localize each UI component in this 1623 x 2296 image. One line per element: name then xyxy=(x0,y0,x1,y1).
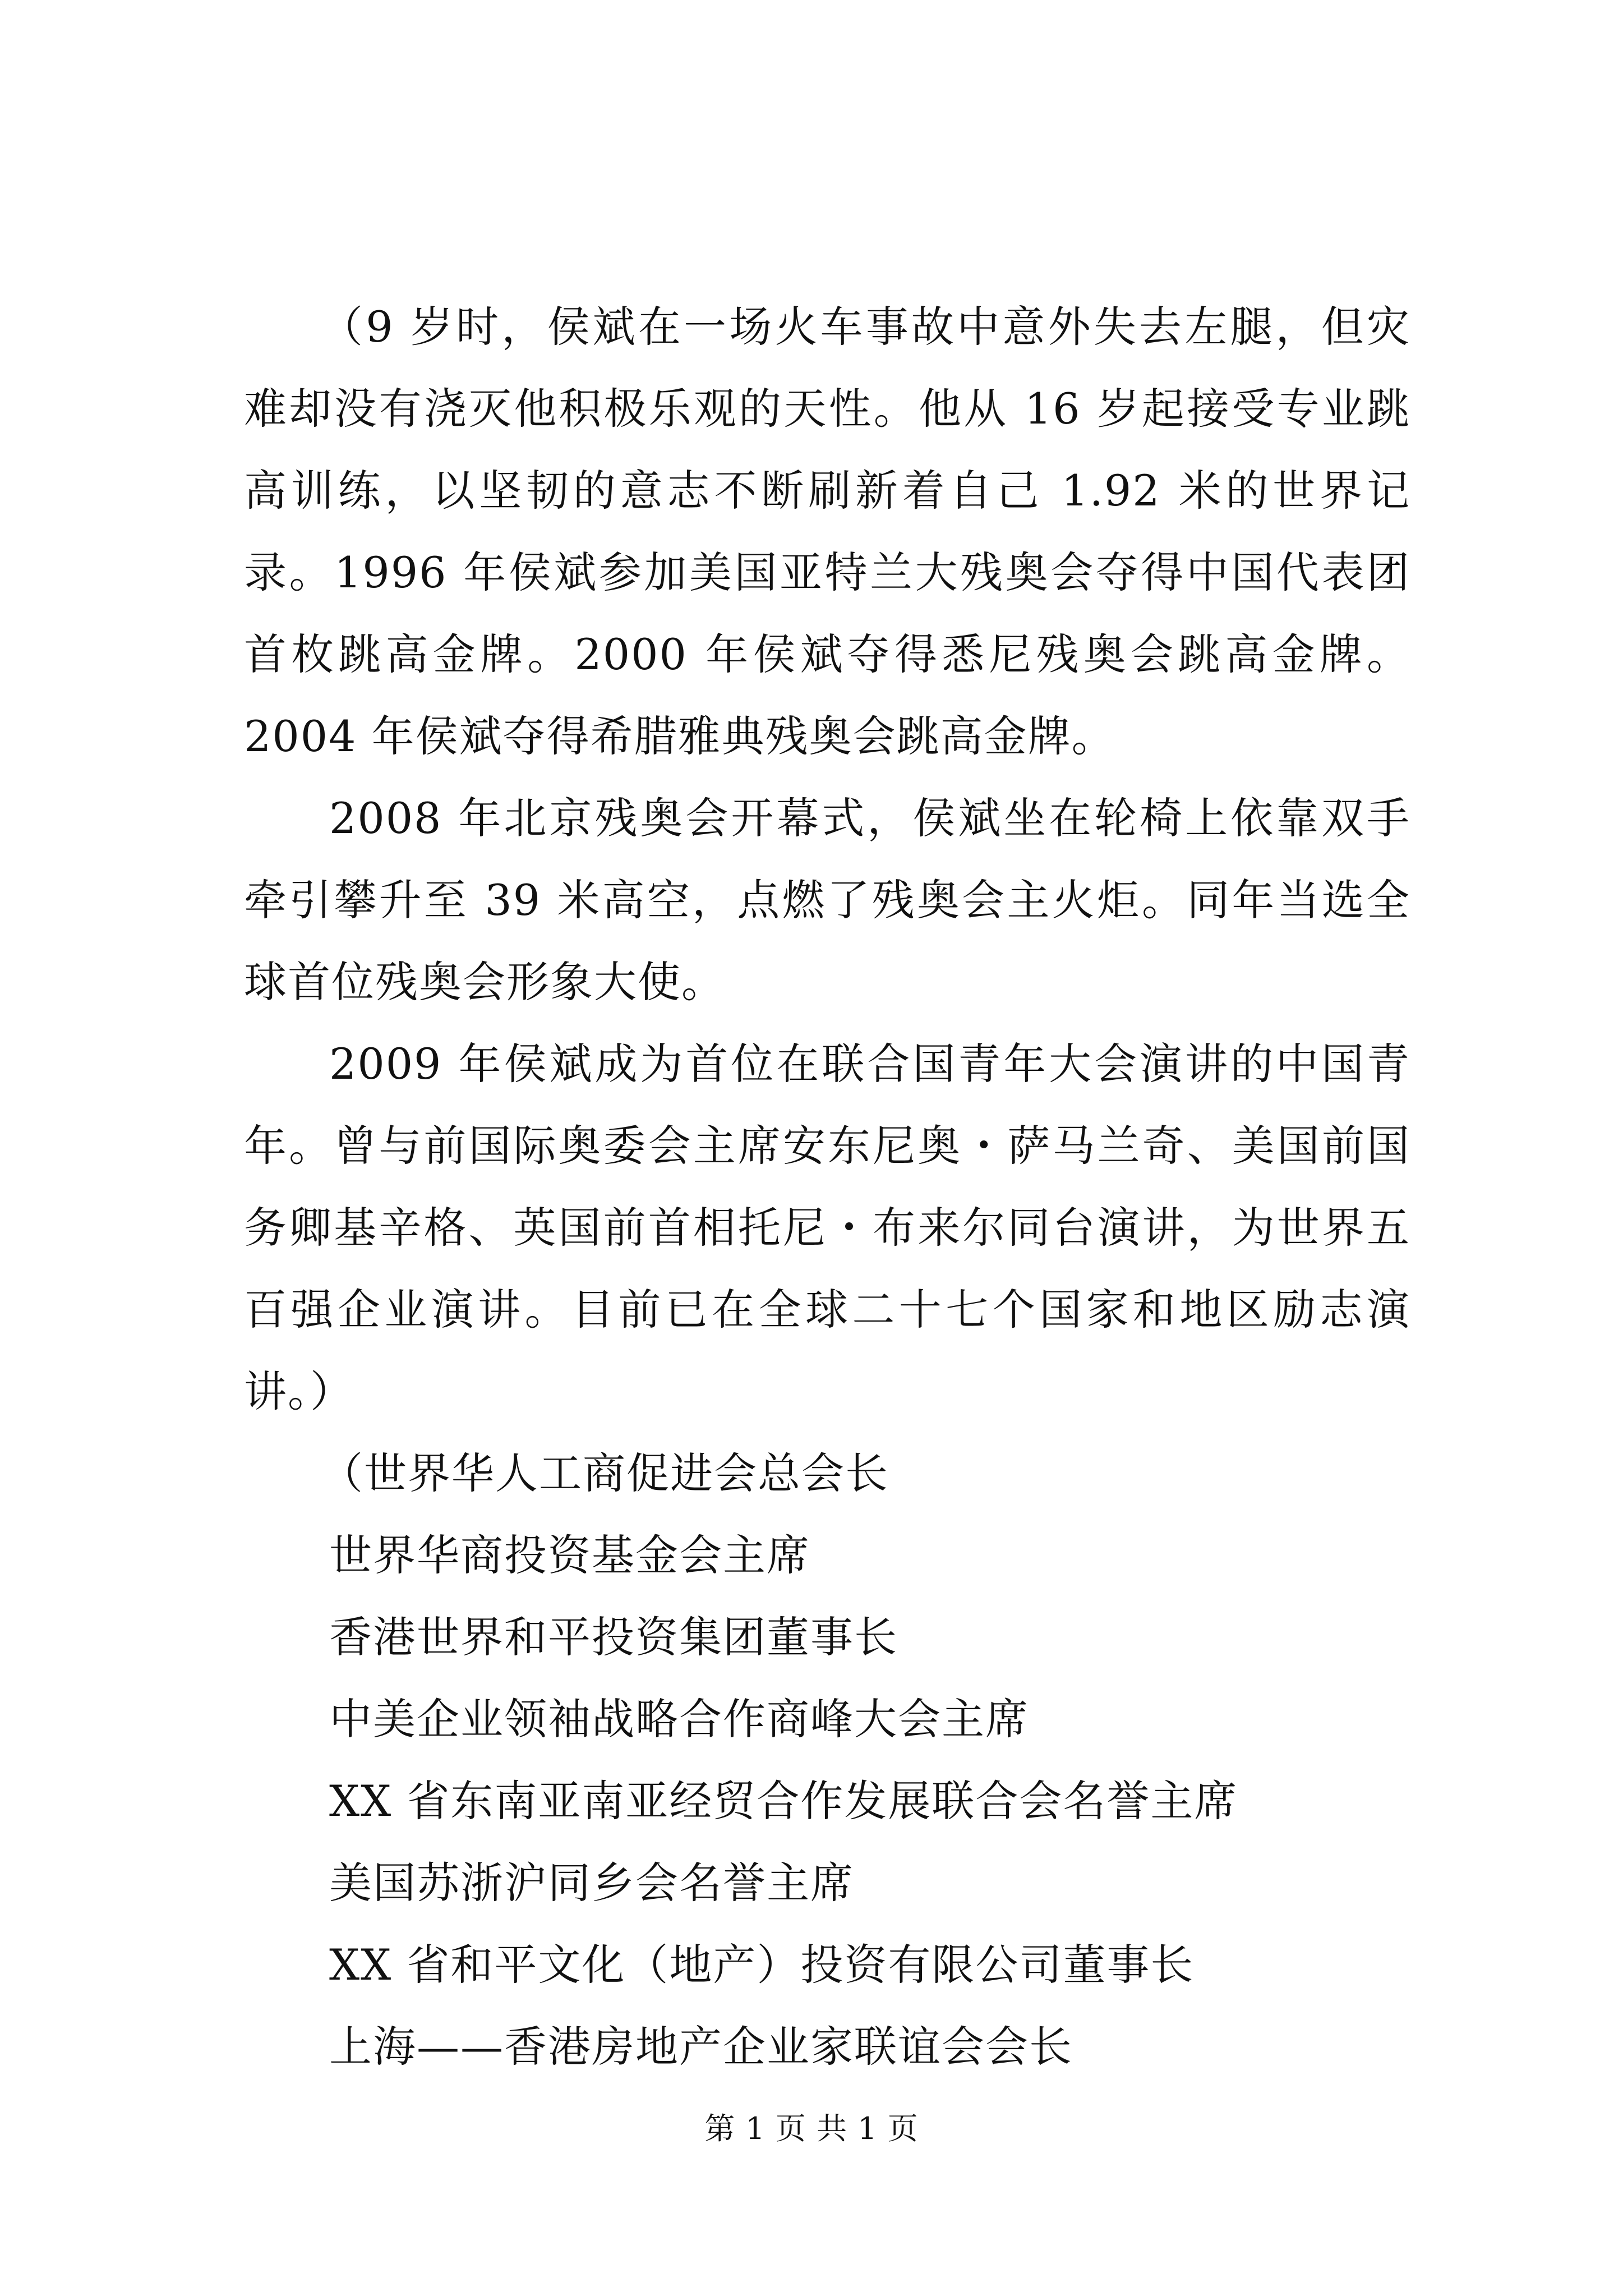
title-list xyxy=(244,1433,1410,2088)
paragraph-beijing-torch: 2008 年北京残奥会开幕式，侯斌坐在轮椅上依靠双手牵引攀升至 39 米高空，点燃了残奥会主火炬。同年当选全球首位残奥会形象大使。 xyxy=(244,793,1410,1007)
title-line: 香港世界和平投资集团董事长 xyxy=(329,1612,898,1662)
title-line: XX 省东南亚南亚经贸合作发展联合会名誉主席 xyxy=(329,1776,1238,1826)
title-line: 世界华商投资基金会主席 xyxy=(329,1530,810,1580)
title-line: 美国苏浙沪同乡会名誉主席 xyxy=(329,1858,854,1908)
title-line: 中美企业领袖战略合作商峰大会主席 xyxy=(329,1694,1029,1744)
paragraph-speeches: 2009 年侯斌成为首位在联合国青年大会演讲的中国青年。曾与前国际奥委会主席安东尼奥・萨马兰奇、美国前国务卿基辛格、英国前首相托尼・布来尔同台演讲，为世界五百强企业演讲。目前已在全球二十七个国家和地区励志演讲。） xyxy=(244,1039,1410,1416)
title-line: （世界华人工商促进会总会长 xyxy=(320,1448,889,1498)
paragraph-biography: （9 岁时，侯斌在一场火车事故中意外失去左腿，但灾难却没有浇灭他积极乐观的天性。他从 16 岁起接受专业跳高训练，以坚韧的意志不断刷新着自己 1.92 米的世界记录。1996 年侯斌参加美国亚特兰大残奥会夺得中国代表团首枚跳高金牌。2000 年侯斌夺得悉尼残奥会跳高金牌。2004 年侯斌夺得希腊雅典残奥会跳高金牌。 xyxy=(244,302,1410,761)
document-body xyxy=(244,286,1410,2088)
title-line: 上海——香港房地产企业家联谊会会长 xyxy=(329,2022,1073,2072)
page-footer: 第 1 页 共 1 页 xyxy=(704,2111,919,2146)
title-line: XX 省和平文化（地产）投资有限公司董事长 xyxy=(329,1940,1195,1990)
